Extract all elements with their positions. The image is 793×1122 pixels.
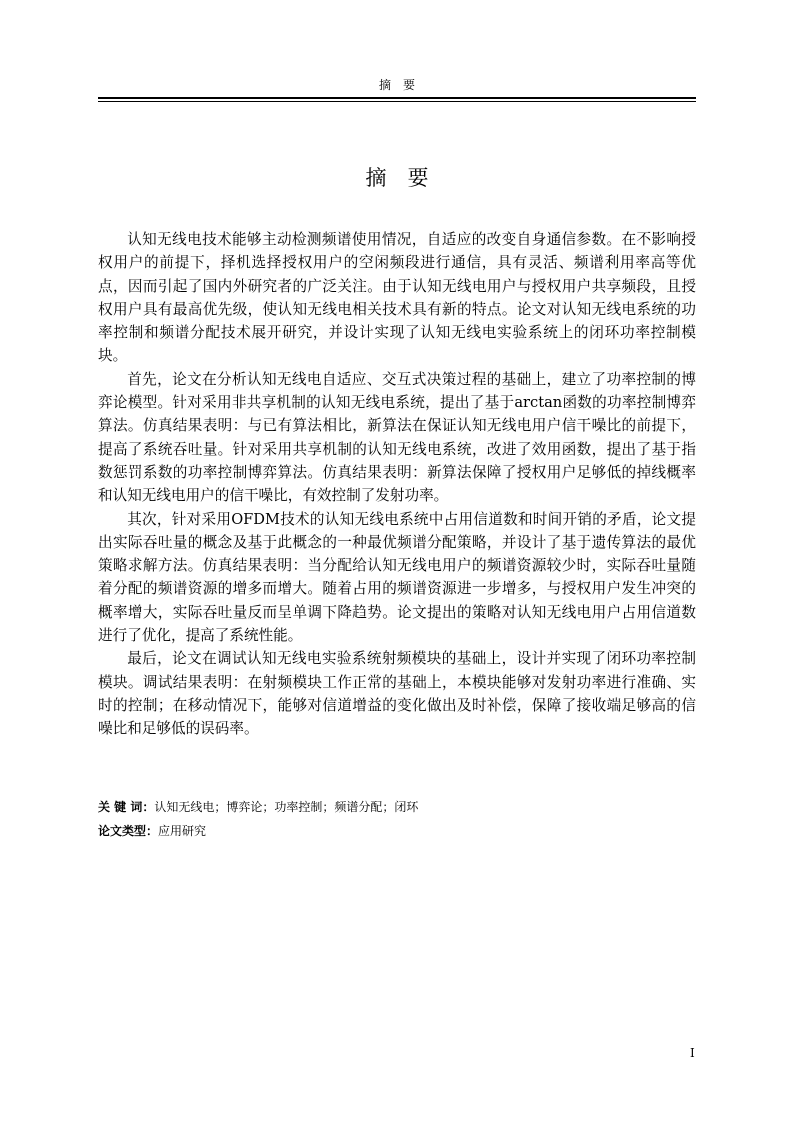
paper-type-label: 论文类型：	[98, 824, 159, 838]
running-header: 摘 要	[378, 78, 415, 92]
paper-type-value: 应用研究	[158, 824, 207, 838]
page-title: 摘 要	[365, 166, 429, 190]
abstract-paragraph-3: 其次，针对采用OFDM技术的认知无线电系统中占用信道数和时间开销的矛盾，论文提出实际吞吐量的概念及基于此概念的一种最优频谱分配策略，并设计了基于遗传算法的最优策略求解方法。仿真结果表明：当分配给认知无线电用户的频谱资源较少时，实际吞吐量随着分配的频谱资源的增多而增大。随着占用的频谱资源进一步增多，与授权用户发生冲突的概率增大，实际吞吐量反而呈单调下降趋势。论文提出的策略对认知无线电用户占用信道数进行了优化，提高了系统性能。	[98, 510, 696, 645]
abstract-paragraph-2: 首先，论文在分析认知无线电自适应、交互式决策过程的基础上，建立了功率控制的博弈论模型。针对采用非共享机制的认知无线电系统，提出了基于arctan函数的功率控制博弈算法。仿真结果表明：与已有算法相比，新算法在保证认知无线电用户信干噪比的前提下，提高了系统吞吐量。针对采用共享机制的认知无线电系统，改进了效用函数，提出了基于指数惩罚系数的功率控制博弈算法。仿真结果表明：新算法保障了授权用户足够低的掉线概率和认知无线电用户的信干噪比，有效控制了发射功率。	[98, 370, 696, 505]
paper-type-line	[98, 819, 696, 843]
abstract-body	[98, 228, 696, 741]
keywords-label: 关 键 词：	[98, 800, 155, 814]
header-rule-thin	[98, 101, 696, 102]
page-number: I	[690, 1046, 695, 1060]
header-rule-thick	[98, 97, 696, 99]
abstract-paragraph-4: 最后，论文在调试认知无线电实验系统射频模块的基础上，设计并实现了闭环功率控制模块。调试结果表明：在射频模块工作正常的基础上，本模块能够对发射功率进行准确、实时的控制；在移动情况下，能够对信道增益的变化做出及时补偿，保障了接收端足够高的信噪比和足够低的误码率。	[98, 650, 696, 738]
keywords-value: 认知无线电；博弈论；功率控制；频谱分配；闭环	[154, 800, 419, 814]
keywords-line	[98, 795, 696, 819]
keywords-block	[98, 795, 696, 843]
abstract-paragraph-1: 认知无线电技术能够主动检测频谱使用情况，自适应的改变自身通信参数。在不影响授权用户的前提下，择机选择授权用户的空闲频段进行通信，具有灵活、频谱利用率高等优点，因而引起了国内外研究者的广泛关注。由于认知无线电用户与授权用户共享频段，且授权用户具有最高优先级，使认知无线电相关技术具有新的特点。论文对认知无线电系统的功率控制和频谱分配技术展开研究，并设计实现了认知无线电实验系统上的闭环功率控制模块。	[98, 231, 696, 365]
